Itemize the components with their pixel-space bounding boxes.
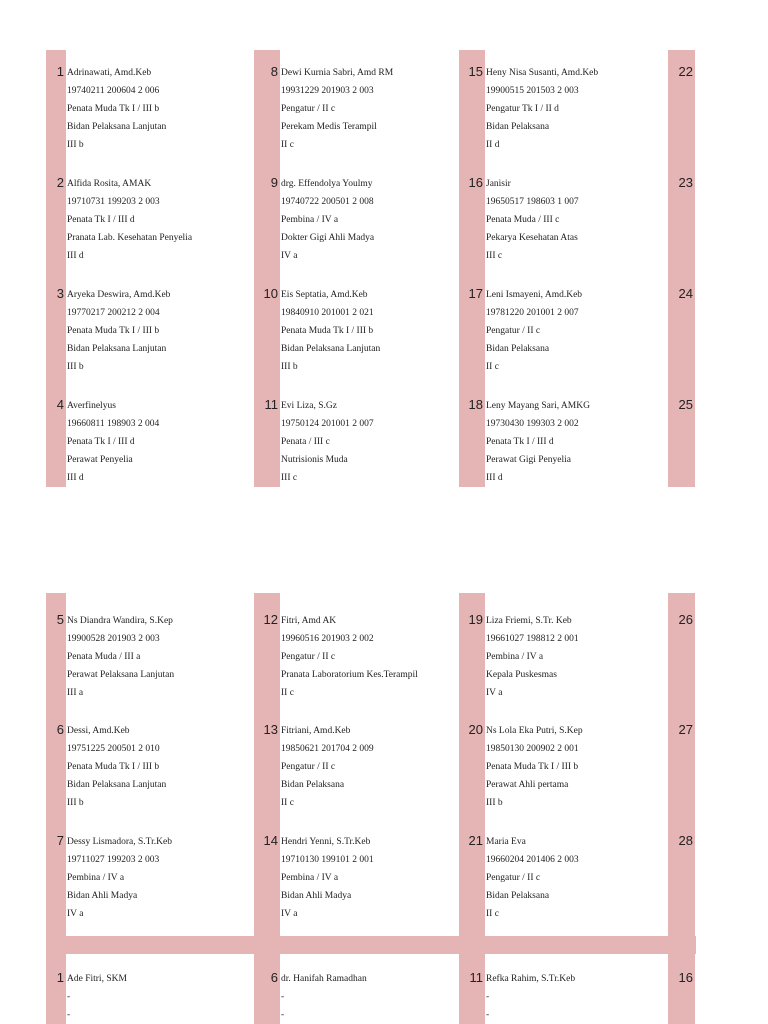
employee-nip: 19650517 198603 1 007 [486, 197, 579, 207]
employee-grade: II d [486, 140, 500, 150]
employee-entry [281, 286, 466, 376]
entry-number: 6 [56, 722, 64, 737]
employee-entry [486, 722, 671, 812]
employee-nip: 19711027 199203 2 003 [67, 855, 160, 865]
employee-rank: Penata Muda Tk I / III b [67, 762, 160, 772]
employee-rank: Penata Tk I / III d [486, 437, 554, 447]
employee-nip: - [67, 992, 71, 1002]
entry-number: 10 [263, 286, 278, 301]
employee-entry [67, 970, 252, 1024]
entry-number: 25 [678, 397, 693, 412]
employee-name: Hendri Yenni, S.Tr.Keb [281, 837, 371, 847]
employee-position: Bidan Pelaksana Lanjutan [67, 780, 167, 790]
employee-nip: 19960516 201903 2 002 [281, 634, 374, 644]
employee-position: Bidan Pelaksana [486, 122, 550, 132]
employee-name: Maria Eva [486, 837, 526, 847]
employee-entry [486, 397, 671, 487]
entry-number: 13 [263, 722, 278, 737]
column-band [46, 50, 66, 487]
employee-name: Adrinawati, Amd.Keb [67, 68, 152, 78]
employee-rank: Penata Tk I / III d [67, 437, 135, 447]
entry-number: 15 [468, 64, 483, 79]
employee-nip: - [486, 992, 490, 1002]
employee-name: Dessi, Amd.Keb [67, 726, 130, 736]
employee-name: Ade Fitri, SKM [67, 974, 127, 984]
entry-number: 7 [56, 833, 64, 848]
employee-rank: Pengatur / II c [281, 652, 336, 662]
employee-entry [67, 833, 252, 923]
employee-nip: 19850130 200902 2 001 [486, 744, 579, 754]
employee-grade: III c [281, 473, 298, 483]
employee-position: Pekarya Kesehatan Atas [486, 233, 578, 243]
employee-entry [281, 64, 466, 154]
employee-position: Bidan Pelaksana Lanjutan [67, 344, 167, 354]
entry-number: 28 [678, 833, 693, 848]
employee-name: Eis Septatia, Amd.Keb [281, 290, 368, 300]
employee-rank: Pembina / IV a [281, 215, 339, 225]
entry-number: 16 [678, 970, 693, 985]
employee-entry [281, 970, 466, 1024]
section-divider-band [46, 936, 696, 954]
employee-grade: III d [67, 251, 84, 261]
employee-name: drg. Effendolya Youlmy [281, 179, 373, 189]
employee-rank: Pembina / IV a [486, 652, 544, 662]
employee-entry [281, 612, 466, 702]
employee-name: Fitri, Amd AK [281, 616, 337, 626]
employee-grade: III b [67, 798, 84, 808]
employee-rank: - [486, 1010, 490, 1020]
entry-number: 1 [56, 64, 64, 79]
employee-nip: 19710731 199203 2 003 [67, 197, 160, 207]
entry-number: 9 [270, 175, 278, 190]
employee-rank: Penata Muda / III a [67, 652, 141, 662]
entry-number: 20 [468, 722, 483, 737]
employee-nip: 19740211 200604 2 006 [67, 86, 160, 96]
employee-grade: III b [67, 362, 84, 372]
employee-rank: Penata Muda Tk I / III b [67, 104, 160, 114]
employee-entry [67, 612, 252, 702]
employee-name: Fitriani, Amd.Keb [281, 726, 351, 736]
employee-nip: - [281, 992, 285, 1002]
employee-name: Averfinelyus [67, 401, 116, 411]
entry-number: 11 [264, 397, 278, 412]
employee-rank: - [67, 1010, 71, 1020]
column-band [254, 50, 280, 487]
employee-entry [281, 833, 466, 923]
column-band [668, 50, 695, 487]
employee-entry [67, 286, 252, 376]
employee-rank: Pengatur Tk I / II d [486, 104, 559, 114]
employee-nip: 19900528 201903 2 003 [67, 634, 160, 644]
employee-rank: Penata Muda Tk I / III b [67, 326, 160, 336]
employee-position: Pranata Laboratorium Kes.Terampil [281, 670, 418, 680]
employee-position: Kepala Puskesmas [486, 670, 557, 680]
employee-position: Nutrisionis Muda [281, 455, 348, 465]
employee-grade: II c [486, 362, 499, 372]
entry-number: 14 [263, 833, 278, 848]
employee-grade: III c [486, 251, 503, 261]
employee-name: Alfida Rosita, AMAK [67, 179, 152, 189]
employee-nip: 19840910 201001 2 021 [281, 308, 374, 318]
employee-rank: - [281, 1010, 285, 1020]
employee-grade: III a [67, 688, 84, 698]
employee-rank: Penata Tk I / III d [67, 215, 135, 225]
employee-nip: 19750124 201001 2 007 [281, 419, 374, 429]
employee-rank: Penata / III c [281, 437, 330, 447]
employee-position: Bidan Pelaksana [486, 344, 550, 354]
employee-position: Bidan Ahli Madya [67, 891, 138, 901]
employee-entry [67, 397, 252, 487]
employee-grade: IV a [486, 688, 503, 698]
employee-name: Dessy Lismadora, S.Tr.Keb [67, 837, 172, 847]
employee-nip: 19770217 200212 2 004 [67, 308, 160, 318]
entry-number: 19 [468, 612, 483, 627]
entry-number: 21 [468, 833, 483, 848]
employee-rank: Pembina / IV a [281, 873, 339, 883]
employee-entry [486, 286, 671, 376]
employee-nip: 19781220 201001 2 007 [486, 308, 579, 318]
employee-name: Janisir [486, 179, 511, 189]
employee-nip: 19660811 198903 2 004 [67, 419, 160, 429]
employee-entry [486, 64, 671, 154]
entry-number: 24 [678, 286, 693, 301]
employee-entry [486, 175, 671, 265]
employee-nip: 19900515 201503 2 003 [486, 86, 579, 96]
entry-number: 3 [56, 286, 64, 301]
employee-position: Bidan Pelaksana [281, 780, 345, 790]
entry-number: 27 [678, 722, 693, 737]
employee-position: Bidan Pelaksana [486, 891, 550, 901]
employee-entry [281, 175, 466, 265]
employee-nip: 19751225 200501 2 010 [67, 744, 160, 754]
entry-number: 5 [56, 612, 64, 627]
employee-rank: Pengatur / II c [281, 104, 336, 114]
employee-name: Ns Diandra Wandira, S.Kep [67, 616, 173, 626]
employee-name: Refka Rahim, S.Tr.Keb [486, 974, 576, 984]
entry-number: 18 [468, 397, 483, 412]
employee-entry [67, 175, 252, 265]
employee-position: Pranata Lab. Kesehatan Penyelia [67, 233, 193, 243]
entry-number: 22 [678, 64, 693, 79]
employee-grade: IV a [281, 251, 298, 261]
employee-entry [281, 722, 466, 812]
entry-number: 16 [468, 175, 483, 190]
column-band [254, 954, 280, 1024]
employee-grade: II c [281, 140, 294, 150]
employee-rank: Pembina / IV a [67, 873, 125, 883]
employee-nip: 19850621 201704 2 009 [281, 744, 374, 754]
employee-position: Perawat Gigi Penyelia [486, 455, 571, 465]
employee-nip: 19661027 198812 2 001 [486, 634, 579, 644]
employee-rank: Pengatur / II c [486, 326, 541, 336]
employee-entry [281, 397, 466, 487]
entry-number: 8 [270, 64, 278, 79]
column-band [46, 954, 66, 1024]
entry-number: 17 [468, 286, 483, 301]
entry-number: 6 [270, 970, 278, 985]
employee-entry [486, 833, 671, 923]
employee-grade: II c [486, 909, 499, 919]
employee-grade: III b [67, 140, 84, 150]
employee-grade: III b [281, 362, 298, 372]
employee-entry [67, 722, 252, 812]
entry-number: 4 [56, 397, 64, 412]
employee-grade: II c [281, 798, 294, 808]
employee-grade: III b [486, 798, 503, 808]
employee-position: Bidan Pelaksana Lanjutan [281, 344, 381, 354]
employee-name: dr. Hanifah Ramadhan [281, 974, 367, 984]
employee-rank: Pengatur / II c [281, 762, 336, 772]
column-band [668, 954, 695, 1024]
employee-position: Bidan Ahli Madya [281, 891, 352, 901]
employee-position: Perawat Penyelia [67, 455, 133, 465]
employee-nip: 19931229 201903 2 003 [281, 86, 374, 96]
employee-nip: 19660204 201406 2 003 [486, 855, 579, 865]
entry-number: 26 [678, 612, 693, 627]
employee-rank: Penata Muda Tk I / III b [281, 326, 374, 336]
employee-name: Dewi Kurnia Sabri, Amd RM [281, 68, 394, 78]
employee-nip: 19730430 199303 2 002 [486, 419, 579, 429]
employee-grade: IV a [281, 909, 298, 919]
employee-name: Heny Nisa Susanti, Amd.Keb [486, 68, 599, 78]
employee-nip: 19710130 199101 2 001 [281, 855, 374, 865]
employee-position: Perawat Ahli pertama [486, 780, 569, 790]
entry-number: 1 [56, 970, 64, 985]
employee-name: Leny Mayang Sari, AMKG [486, 401, 590, 411]
employee-entry [67, 64, 252, 154]
employee-grade: III d [486, 473, 503, 483]
employee-position: Perawat Pelaksana Lanjutan [67, 670, 175, 680]
employee-rank: Pengatur / II c [486, 873, 541, 883]
entry-number: 11 [469, 970, 483, 985]
employee-position: Perekam Medis Terampil [281, 122, 377, 132]
employee-name: Liza Friemi, S.Tr. Keb [486, 616, 572, 626]
employee-nip: 19740722 200501 2 008 [281, 197, 374, 207]
employee-name: Leni Ismayeni, Amd.Keb [486, 290, 583, 300]
employee-name: Aryeka Deswira, Amd.Keb [67, 290, 171, 300]
employee-entry [486, 612, 671, 702]
employee-name: Ns Lola Eka Putri, S.Kep [486, 726, 583, 736]
employee-rank: Penata Muda Tk I / III b [486, 762, 579, 772]
employee-grade: IV a [67, 909, 84, 919]
employee-position: Bidan Pelaksana Lanjutan [67, 122, 167, 132]
employee-grade: III d [67, 473, 84, 483]
entry-number: 23 [678, 175, 693, 190]
employee-position: Dokter Gigi Ahli Madya [281, 233, 375, 243]
employee-grade: II c [281, 688, 294, 698]
entry-number: 12 [263, 612, 278, 627]
employee-entry [486, 970, 671, 1024]
employee-name: Evi Liza, S.Gz [281, 401, 337, 411]
entry-number: 2 [56, 175, 64, 190]
employee-rank: Penata Muda / III c [486, 215, 560, 225]
